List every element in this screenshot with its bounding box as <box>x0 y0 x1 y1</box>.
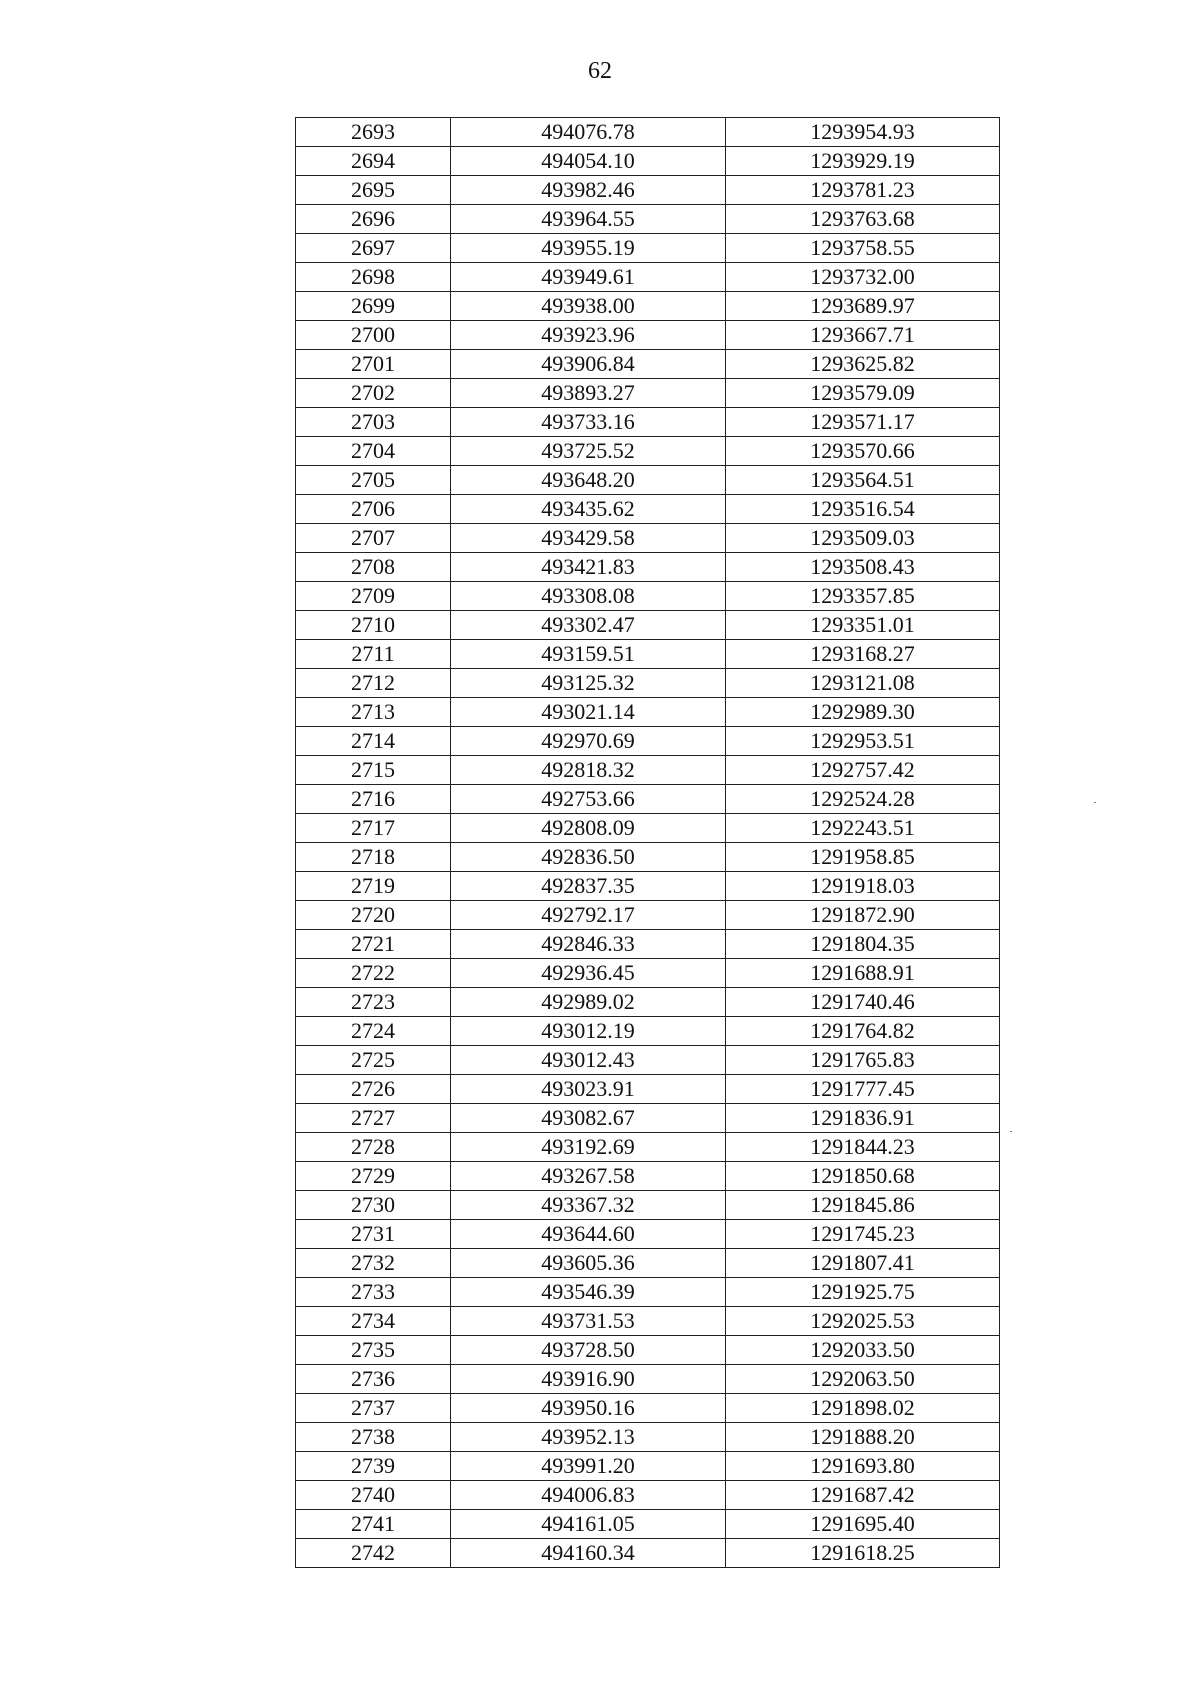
x-coordinate-cell: 492836.50 <box>451 843 726 872</box>
y-coordinate-cell: 1291764.82 <box>726 1017 1000 1046</box>
point-number-cell: 2725 <box>296 1046 451 1075</box>
table-row <box>296 1046 1000 1075</box>
table-row <box>296 350 1000 379</box>
table-row <box>296 698 1000 727</box>
table-row <box>296 495 1000 524</box>
table-row <box>296 379 1000 408</box>
point-number-cell: 2738 <box>296 1423 451 1452</box>
y-coordinate-cell: 1291958.85 <box>726 843 1000 872</box>
table-row <box>296 1104 1000 1133</box>
x-coordinate-cell: 493012.19 <box>451 1017 726 1046</box>
x-coordinate-cell: 493731.53 <box>451 1307 726 1336</box>
table-row <box>296 1307 1000 1336</box>
table-row <box>296 1510 1000 1539</box>
table-row <box>296 959 1000 988</box>
y-coordinate-cell: 1293509.03 <box>726 524 1000 553</box>
y-coordinate-cell: 1293689.97 <box>726 292 1000 321</box>
y-coordinate-cell: 1292953.51 <box>726 727 1000 756</box>
table-row <box>296 1278 1000 1307</box>
x-coordinate-cell: 493267.58 <box>451 1162 726 1191</box>
point-number-cell: 2735 <box>296 1336 451 1365</box>
y-coordinate-cell: 1293732.00 <box>726 263 1000 292</box>
point-number-cell: 2709 <box>296 582 451 611</box>
x-coordinate-cell: 494006.83 <box>451 1481 726 1510</box>
y-coordinate-cell: 1291836.91 <box>726 1104 1000 1133</box>
coordinates-table <box>295 117 1000 1568</box>
point-number-cell: 2699 <box>296 292 451 321</box>
point-number-cell: 2736 <box>296 1365 451 1394</box>
table-row <box>296 147 1000 176</box>
point-number-cell: 2720 <box>296 901 451 930</box>
point-number-cell: 2740 <box>296 1481 451 1510</box>
table-row <box>296 988 1000 1017</box>
scan-speck <box>1010 1131 1012 1132</box>
point-number-cell: 2695 <box>296 176 451 205</box>
y-coordinate-cell: 1292063.50 <box>726 1365 1000 1394</box>
y-coordinate-cell: 1293570.66 <box>726 437 1000 466</box>
y-coordinate-cell: 1291888.20 <box>726 1423 1000 1452</box>
table-row <box>296 118 1000 147</box>
x-coordinate-cell: 493906.84 <box>451 350 726 379</box>
point-number-cell: 2737 <box>296 1394 451 1423</box>
table-row <box>296 1539 1000 1568</box>
y-coordinate-cell: 1293781.23 <box>726 176 1000 205</box>
y-coordinate-cell: 1293667.71 <box>726 321 1000 350</box>
x-coordinate-cell: 493302.47 <box>451 611 726 640</box>
x-coordinate-cell: 492970.69 <box>451 727 726 756</box>
table-row <box>296 205 1000 234</box>
x-coordinate-cell: 493728.50 <box>451 1336 726 1365</box>
page-number: 62 <box>588 58 612 84</box>
point-number-cell: 2724 <box>296 1017 451 1046</box>
y-coordinate-cell: 1292025.53 <box>726 1307 1000 1336</box>
x-coordinate-cell: 493916.90 <box>451 1365 726 1394</box>
x-coordinate-cell: 493192.69 <box>451 1133 726 1162</box>
x-coordinate-cell: 494054.10 <box>451 147 726 176</box>
y-coordinate-cell: 1291693.80 <box>726 1452 1000 1481</box>
point-number-cell: 2694 <box>296 147 451 176</box>
point-number-cell: 2742 <box>296 1539 451 1568</box>
table-row <box>296 930 1000 959</box>
table-row <box>296 1452 1000 1481</box>
table-row <box>296 901 1000 930</box>
point-number-cell: 2729 <box>296 1162 451 1191</box>
table-row <box>296 669 1000 698</box>
x-coordinate-cell: 493367.32 <box>451 1191 726 1220</box>
point-number-cell: 2731 <box>296 1220 451 1249</box>
y-coordinate-cell: 1291850.68 <box>726 1162 1000 1191</box>
table-row <box>296 408 1000 437</box>
point-number-cell: 2723 <box>296 988 451 1017</box>
point-number-cell: 2706 <box>296 495 451 524</box>
x-coordinate-cell: 492989.02 <box>451 988 726 1017</box>
x-coordinate-cell: 493952.13 <box>451 1423 726 1452</box>
x-coordinate-cell: 493733.16 <box>451 408 726 437</box>
x-coordinate-cell: 493308.08 <box>451 582 726 611</box>
y-coordinate-cell: 1291618.25 <box>726 1539 1000 1568</box>
y-coordinate-cell: 1293571.17 <box>726 408 1000 437</box>
table-row <box>296 263 1000 292</box>
point-number-cell: 2702 <box>296 379 451 408</box>
y-coordinate-cell: 1293758.55 <box>726 234 1000 263</box>
point-number-cell: 2721 <box>296 930 451 959</box>
table-row <box>296 466 1000 495</box>
table-row <box>296 292 1000 321</box>
table-row <box>296 1423 1000 1452</box>
point-number-cell: 2703 <box>296 408 451 437</box>
y-coordinate-cell: 1291687.42 <box>726 1481 1000 1510</box>
y-coordinate-cell: 1291745.23 <box>726 1220 1000 1249</box>
x-coordinate-cell: 493991.20 <box>451 1452 726 1481</box>
table-row <box>296 1133 1000 1162</box>
y-coordinate-cell: 1293763.68 <box>726 205 1000 234</box>
point-number-cell: 2697 <box>296 234 451 263</box>
point-number-cell: 2726 <box>296 1075 451 1104</box>
point-number-cell: 2727 <box>296 1104 451 1133</box>
point-number-cell: 2712 <box>296 669 451 698</box>
x-coordinate-cell: 494160.34 <box>451 1539 726 1568</box>
y-coordinate-cell: 1291807.41 <box>726 1249 1000 1278</box>
table-row <box>296 1394 1000 1423</box>
table-row <box>296 1162 1000 1191</box>
table-row <box>296 843 1000 872</box>
x-coordinate-cell: 493546.39 <box>451 1278 726 1307</box>
y-coordinate-cell: 1291844.23 <box>726 1133 1000 1162</box>
y-coordinate-cell: 1291740.46 <box>726 988 1000 1017</box>
point-number-cell: 2734 <box>296 1307 451 1336</box>
point-number-cell: 2713 <box>296 698 451 727</box>
x-coordinate-cell: 493648.20 <box>451 466 726 495</box>
x-coordinate-cell: 493964.55 <box>451 205 726 234</box>
y-coordinate-cell: 1293351.01 <box>726 611 1000 640</box>
x-coordinate-cell: 493159.51 <box>451 640 726 669</box>
x-coordinate-cell: 493429.58 <box>451 524 726 553</box>
table-row <box>296 553 1000 582</box>
point-number-cell: 2705 <box>296 466 451 495</box>
x-coordinate-cell: 493955.19 <box>451 234 726 263</box>
y-coordinate-cell: 1293579.09 <box>726 379 1000 408</box>
table-row <box>296 1365 1000 1394</box>
table-row <box>296 524 1000 553</box>
x-coordinate-cell: 493950.16 <box>451 1394 726 1423</box>
table-row <box>296 814 1000 843</box>
point-number-cell: 2719 <box>296 872 451 901</box>
x-coordinate-cell: 493923.96 <box>451 321 726 350</box>
point-number-cell: 2741 <box>296 1510 451 1539</box>
point-number-cell: 2718 <box>296 843 451 872</box>
table-row <box>296 1075 1000 1104</box>
x-coordinate-cell: 493644.60 <box>451 1220 726 1249</box>
point-number-cell: 2733 <box>296 1278 451 1307</box>
x-coordinate-cell: 493893.27 <box>451 379 726 408</box>
x-coordinate-cell: 494076.78 <box>451 118 726 147</box>
point-number-cell: 2698 <box>296 263 451 292</box>
coordinates-table-body <box>296 118 1000 1568</box>
table-row <box>296 321 1000 350</box>
scan-speck <box>1094 802 1096 803</box>
point-number-cell: 2732 <box>296 1249 451 1278</box>
table-row <box>296 1481 1000 1510</box>
x-coordinate-cell: 492846.33 <box>451 930 726 959</box>
x-coordinate-cell: 492792.17 <box>451 901 726 930</box>
x-coordinate-cell: 493023.91 <box>451 1075 726 1104</box>
point-number-cell: 2707 <box>296 524 451 553</box>
point-number-cell: 2730 <box>296 1191 451 1220</box>
point-number-cell: 2728 <box>296 1133 451 1162</box>
y-coordinate-cell: 1292243.51 <box>726 814 1000 843</box>
point-number-cell: 2717 <box>296 814 451 843</box>
y-coordinate-cell: 1291695.40 <box>726 1510 1000 1539</box>
point-number-cell: 2714 <box>296 727 451 756</box>
y-coordinate-cell: 1293929.19 <box>726 147 1000 176</box>
table-row <box>296 437 1000 466</box>
y-coordinate-cell: 1293954.93 <box>726 118 1000 147</box>
table-row <box>296 1220 1000 1249</box>
y-coordinate-cell: 1291765.83 <box>726 1046 1000 1075</box>
table-row <box>296 785 1000 814</box>
x-coordinate-cell: 493421.83 <box>451 553 726 582</box>
x-coordinate-cell: 493125.32 <box>451 669 726 698</box>
x-coordinate-cell: 492753.66 <box>451 785 726 814</box>
x-coordinate-cell: 492808.09 <box>451 814 726 843</box>
table-row <box>296 176 1000 205</box>
x-coordinate-cell: 494161.05 <box>451 1510 726 1539</box>
point-number-cell: 2693 <box>296 118 451 147</box>
x-coordinate-cell: 493982.46 <box>451 176 726 205</box>
y-coordinate-cell: 1292524.28 <box>726 785 1000 814</box>
y-coordinate-cell: 1291918.03 <box>726 872 1000 901</box>
x-coordinate-cell: 493605.36 <box>451 1249 726 1278</box>
y-coordinate-cell: 1293168.27 <box>726 640 1000 669</box>
table-row <box>296 872 1000 901</box>
y-coordinate-cell: 1291898.02 <box>726 1394 1000 1423</box>
point-number-cell: 2701 <box>296 350 451 379</box>
point-number-cell: 2710 <box>296 611 451 640</box>
x-coordinate-cell: 493725.52 <box>451 437 726 466</box>
x-coordinate-cell: 493012.43 <box>451 1046 726 1075</box>
point-number-cell: 2739 <box>296 1452 451 1481</box>
x-coordinate-cell: 493082.67 <box>451 1104 726 1133</box>
y-coordinate-cell: 1291777.45 <box>726 1075 1000 1104</box>
x-coordinate-cell: 492837.35 <box>451 872 726 901</box>
y-coordinate-cell: 1291925.75 <box>726 1278 1000 1307</box>
table-row <box>296 1336 1000 1365</box>
y-coordinate-cell: 1291845.86 <box>726 1191 1000 1220</box>
y-coordinate-cell: 1293357.85 <box>726 582 1000 611</box>
table-row <box>296 727 1000 756</box>
y-coordinate-cell: 1292757.42 <box>726 756 1000 785</box>
table-row <box>296 640 1000 669</box>
y-coordinate-cell: 1292033.50 <box>726 1336 1000 1365</box>
y-coordinate-cell: 1291872.90 <box>726 901 1000 930</box>
y-coordinate-cell: 1293516.54 <box>726 495 1000 524</box>
x-coordinate-cell: 493949.61 <box>451 263 726 292</box>
table-row <box>296 1191 1000 1220</box>
point-number-cell: 2715 <box>296 756 451 785</box>
table-row <box>296 1249 1000 1278</box>
x-coordinate-cell: 492936.45 <box>451 959 726 988</box>
y-coordinate-cell: 1293625.82 <box>726 350 1000 379</box>
point-number-cell: 2711 <box>296 640 451 669</box>
point-number-cell: 2704 <box>296 437 451 466</box>
table-row <box>296 582 1000 611</box>
point-number-cell: 2722 <box>296 959 451 988</box>
point-number-cell: 2700 <box>296 321 451 350</box>
x-coordinate-cell: 493938.00 <box>451 292 726 321</box>
y-coordinate-cell: 1291688.91 <box>726 959 1000 988</box>
point-number-cell: 2696 <box>296 205 451 234</box>
table-row <box>296 756 1000 785</box>
x-coordinate-cell: 493435.62 <box>451 495 726 524</box>
x-coordinate-cell: 492818.32 <box>451 756 726 785</box>
point-number-cell: 2708 <box>296 553 451 582</box>
table-row <box>296 1017 1000 1046</box>
y-coordinate-cell: 1291804.35 <box>726 930 1000 959</box>
point-number-cell: 2716 <box>296 785 451 814</box>
x-coordinate-cell: 493021.14 <box>451 698 726 727</box>
table-row <box>296 234 1000 263</box>
table-row <box>296 611 1000 640</box>
y-coordinate-cell: 1293564.51 <box>726 466 1000 495</box>
y-coordinate-cell: 1292989.30 <box>726 698 1000 727</box>
y-coordinate-cell: 1293121.08 <box>726 669 1000 698</box>
y-coordinate-cell: 1293508.43 <box>726 553 1000 582</box>
